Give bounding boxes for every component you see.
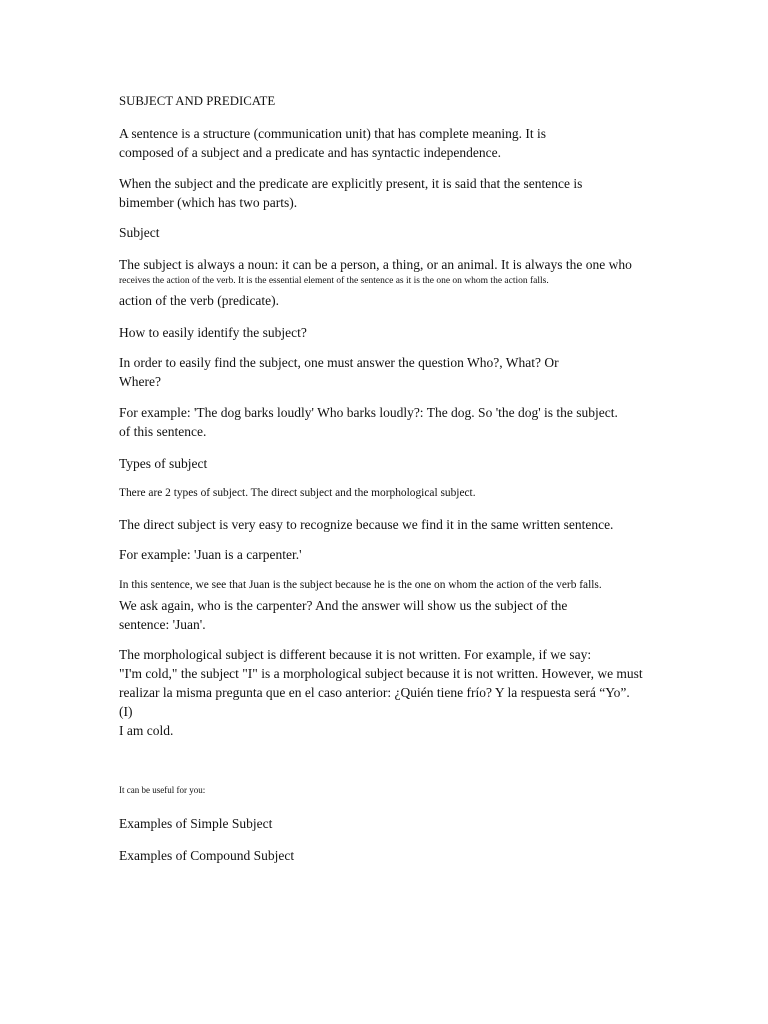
paragraph-line: receives the action of the verb. It is the essential element of the sentence as it is the one on whom the action falls. <box>119 276 549 286</box>
paragraph-line: In this sentence, we see that Juan is the subject because he is the one on whom the action of the verb falls. <box>119 579 602 591</box>
section-heading-types: Types of subject <box>119 456 208 471</box>
paragraph-line: of this sentence. <box>119 424 207 439</box>
related-heading: It can be useful for you: <box>119 785 206 795</box>
document-title: SUBJECT AND PREDICATE <box>119 94 276 108</box>
paragraph-line: realizar la misma pregunta que en el caso anterior: ¿Quién tiene frío? Y la respuesta será “Yo”. <box>119 685 630 700</box>
paragraph-line: When the subject and the predicate are explicitly present, it is said that the sentence is <box>119 176 583 191</box>
paragraph-line: We ask again, who is the carpenter? And the answer will show us the subject of the <box>119 598 568 613</box>
paragraph-line: Where? <box>119 374 161 389</box>
paragraph-line: In order to easily find the subject, one must answer the question Who?, What? Or <box>119 355 559 370</box>
paragraph-line: For example: 'The dog barks loudly' Who barks loudly?: The dog. So 'the dog' is the subject. <box>119 405 618 420</box>
paragraph-line: action of the verb (predicate). <box>119 293 280 308</box>
paragraph-line: "I'm cold," the subject "I" is a morphological subject because it is not written. However, we must <box>119 666 643 681</box>
section-heading-subject: Subject <box>119 225 160 240</box>
link-compound-subject[interactable]: Examples of Compound Subject <box>119 848 295 863</box>
paragraph-line: The subject is always a noun: it can be a person, a thing, or an animal. It is always the one who <box>119 257 632 272</box>
paragraph-line: The morphological subject is different because it is not written. For example, if we say: <box>119 647 592 662</box>
paragraph-line: (I) <box>119 704 133 719</box>
paragraph-line: There are 2 types of subject. The direct subject and the morphological subject. <box>119 487 476 499</box>
paragraph-line: bimember (which has two parts). <box>119 195 298 210</box>
link-simple-subject[interactable]: Examples of Simple Subject <box>119 816 273 831</box>
paragraph-line: composed of a subject and a predicate and has syntactic independence. <box>119 145 501 160</box>
paragraph-line: The direct subject is very easy to recognize because we find it in the same written sentence. <box>119 517 614 532</box>
paragraph-line: I am cold. <box>119 723 174 738</box>
section-heading-identify: How to easily identify the subject? <box>119 325 307 340</box>
paragraph-line: For example: 'Juan is a carpenter.' <box>119 547 302 562</box>
paragraph-line: A sentence is a structure (communication unit) that has complete meaning. It is <box>119 126 547 141</box>
paragraph-line: sentence: 'Juan'. <box>119 617 206 632</box>
